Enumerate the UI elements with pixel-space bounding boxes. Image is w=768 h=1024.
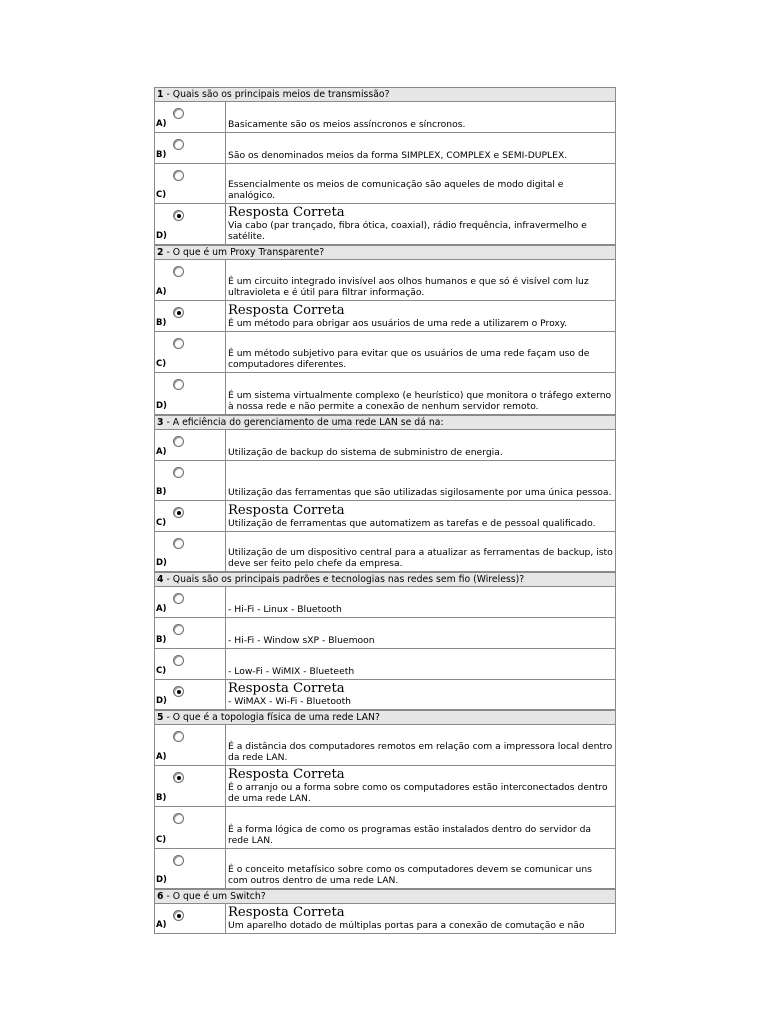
answer-option [155, 766, 615, 807]
option-text-cell [226, 461, 615, 500]
option-letter: C) [156, 666, 167, 676]
question-number: 5 [157, 712, 164, 723]
question-header [155, 572, 615, 587]
radio-unselected-icon[interactable] [173, 436, 184, 447]
option-selector-cell [155, 332, 226, 372]
question-number: 4 [157, 574, 164, 585]
answer-option [155, 332, 615, 373]
radio-unselected-icon[interactable] [173, 338, 184, 349]
option-selector-cell [155, 532, 226, 571]
question-text: - O que é a topologia física de uma rede LAN? [163, 712, 380, 723]
option-text: É a forma lógica de como os programas estão instalados dentro do servidor da rede LAN. [228, 823, 592, 846]
option-text: Um aparelho dotado de múltiplas portas para a conexão de comutação e não [228, 919, 585, 931]
option-text: É a distância dos computadores remotos em relação com a impressora local dentro da rede LAN. [228, 740, 613, 763]
option-text: É um circuito integrado invisível aos olhos humanos e que só é visível com luz ultravioleta e é útil para filtrar informação. [228, 275, 589, 298]
question-number: 1 [157, 89, 164, 100]
radio-unselected-icon[interactable] [173, 139, 184, 150]
correct-answer-label: Resposta Correta [228, 766, 345, 782]
option-letter: D) [156, 401, 167, 411]
option-selector-cell [155, 501, 226, 531]
option-text: - Hi-Fi - Window sXP - Bluemoon [228, 634, 375, 646]
answer-option [155, 649, 615, 680]
option-text-cell [226, 301, 615, 331]
option-text: É o arranjo ou a forma sobre como os computadores estão interconectados dentro de uma rede LAN. [228, 781, 608, 804]
option-text: - Hi-Fi - Linux - Bluetooth [228, 603, 342, 615]
radio-selected-icon[interactable] [173, 772, 184, 783]
option-letter: B) [156, 487, 167, 497]
answer-option [155, 680, 615, 710]
answer-option [155, 430, 615, 461]
question-text: - O que é um Proxy Transparente? [163, 247, 325, 258]
answer-option [155, 133, 615, 164]
answer-option [155, 204, 615, 245]
answer-option [155, 849, 615, 889]
option-selector-cell [155, 807, 226, 848]
answer-option [155, 301, 615, 332]
option-letter: C) [156, 359, 167, 369]
option-letter: A) [156, 604, 167, 614]
option-letter: D) [156, 696, 167, 706]
option-text: Via cabo (par trançado, fibra ótica, coaxial), rádio frequência, infravermelho e satélite. [228, 219, 587, 242]
answer-option [155, 102, 615, 133]
option-text: É um método para obrigar aos usuários de uma rede a utilizarem o Proxy. [228, 317, 567, 329]
option-text: - WiMAX - Wi-Fi - Bluetooth [228, 695, 352, 707]
option-text-cell [226, 133, 615, 163]
question-header [155, 710, 615, 725]
radio-unselected-icon[interactable] [173, 593, 184, 604]
option-text-cell [226, 680, 615, 709]
option-letter: C) [156, 518, 167, 528]
radio-unselected-icon[interactable] [173, 655, 184, 666]
answer-option [155, 532, 615, 572]
option-text-cell [226, 501, 615, 531]
answer-option [155, 164, 615, 204]
option-letter: D) [156, 558, 167, 568]
option-selector-cell [155, 133, 226, 163]
radio-unselected-icon[interactable] [173, 108, 184, 119]
correct-answer-label: Resposta Correta [228, 302, 345, 318]
option-text-cell [226, 649, 615, 679]
option-selector-cell [155, 260, 226, 300]
option-selector-cell [155, 766, 226, 806]
option-text-cell [226, 164, 615, 203]
answer-option [155, 807, 615, 849]
radio-unselected-icon[interactable] [173, 731, 184, 742]
radio-unselected-icon[interactable] [173, 538, 184, 549]
option-text: - Low-Fi - WiMIX - Blueteeth [228, 665, 355, 677]
question-header [155, 889, 615, 904]
question-header [155, 415, 615, 430]
option-text: Utilização de backup do sistema de subministro de energia. [228, 446, 503, 458]
question-text: - Quais são os principais meios de transmissão? [163, 89, 390, 100]
radio-selected-icon[interactable] [173, 686, 184, 697]
option-selector-cell [155, 904, 226, 933]
option-text: Basicamente são os meios assíncronos e síncronos. [228, 118, 466, 130]
option-text-cell [226, 587, 615, 617]
answer-option [155, 373, 615, 415]
answer-option [155, 904, 615, 934]
option-letter: D) [156, 231, 167, 241]
radio-selected-icon[interactable] [173, 910, 184, 921]
option-selector-cell [155, 849, 226, 888]
question-number: 2 [157, 247, 164, 258]
option-text-cell [226, 373, 615, 414]
option-text-cell [226, 102, 615, 132]
option-text-cell [226, 618, 615, 648]
radio-selected-icon[interactable] [173, 210, 184, 221]
option-selector-cell [155, 102, 226, 132]
correct-answer-label: Resposta Correta [228, 680, 345, 696]
option-text: Utilização das ferramentas que são utilizadas sigilosamente por uma única pessoa. [228, 486, 612, 498]
question-header [155, 245, 615, 260]
option-letter: A) [156, 287, 167, 297]
option-text: É um sistema virtualmente complexo (e heurístico) que monitora o tráfego externo à nossa rede e não permite a conexão de nenhum servidor remoto. [228, 389, 612, 412]
option-text-cell [226, 332, 615, 372]
option-letter: A) [156, 752, 167, 762]
option-selector-cell [155, 680, 226, 709]
option-text-cell [226, 430, 615, 460]
question-text: - O que é um Switch? [163, 891, 266, 902]
answer-option [155, 501, 615, 532]
option-text-cell [226, 204, 615, 244]
radio-selected-icon[interactable] [173, 307, 184, 318]
radio-unselected-icon[interactable] [173, 624, 184, 635]
option-letter: D) [156, 875, 167, 885]
option-text: É o conceito metafísico sobre como os computadores devem se comunicar uns com outros dentro de uma rede LAN. [228, 863, 592, 886]
radio-unselected-icon[interactable] [173, 467, 184, 478]
option-letter: B) [156, 793, 167, 803]
option-letter: B) [156, 635, 167, 645]
option-text: Utilização de ferramentas que automatizem as tarefas e de pessoal qualificado. [228, 517, 596, 529]
option-text-cell [226, 725, 615, 765]
option-letter: A) [156, 119, 167, 129]
question-number: 3 [157, 417, 164, 428]
option-text-cell [226, 766, 615, 806]
option-text-cell [226, 904, 615, 933]
option-text-cell [226, 807, 615, 848]
option-text: Utilização de um dispositivo central para a atualizar as ferramentas de backup, isto deve ser feito pelo chefe da empresa. [228, 546, 613, 569]
option-selector-cell [155, 373, 226, 414]
answer-option [155, 260, 615, 301]
radio-unselected-icon[interactable] [173, 813, 184, 824]
quiz-sheet [154, 87, 616, 934]
radio-unselected-icon[interactable] [173, 170, 184, 181]
radio-unselected-icon[interactable] [173, 855, 184, 866]
radio-unselected-icon[interactable] [173, 266, 184, 277]
radio-selected-icon[interactable] [173, 507, 184, 518]
option-letter: C) [156, 190, 167, 200]
option-selector-cell [155, 430, 226, 460]
option-letter: C) [156, 835, 167, 845]
option-selector-cell [155, 164, 226, 203]
option-text: É um método subjetivo para evitar que os usuários de uma rede façam uso de computadores diferentes. [228, 347, 590, 370]
correct-answer-label: Resposta Correta [228, 904, 345, 920]
question-number: 6 [157, 891, 164, 902]
answer-option [155, 587, 615, 618]
option-selector-cell [155, 587, 226, 617]
question-text: - A eficiência do gerenciamento de uma rede LAN se dá na: [163, 417, 444, 428]
question-text: - Quais são os principais padrões e tecnologias nas redes sem fio (Wireless)? [163, 574, 525, 585]
answer-option [155, 461, 615, 501]
option-selector-cell [155, 725, 226, 765]
option-selector-cell [155, 461, 226, 500]
option-selector-cell [155, 618, 226, 648]
option-letter: B) [156, 150, 167, 160]
option-letter: A) [156, 920, 167, 930]
option-text-cell [226, 532, 615, 571]
option-text-cell [226, 849, 615, 888]
option-selector-cell [155, 301, 226, 331]
answer-option [155, 725, 615, 766]
correct-answer-label: Resposta Correta [228, 204, 345, 220]
option-text: Essencialmente os meios de comunicação são aqueles de modo digital e analógico. [228, 178, 564, 201]
answer-option [155, 618, 615, 649]
option-letter: B) [156, 318, 167, 328]
option-letter: A) [156, 447, 167, 457]
option-text: São os denominados meios da forma SIMPLEX, COMPLEX e SEMI-DUPLEX. [228, 149, 568, 161]
correct-answer-label: Resposta Correta [228, 502, 345, 518]
option-text-cell [226, 260, 615, 300]
option-selector-cell [155, 649, 226, 679]
radio-unselected-icon[interactable] [173, 379, 184, 390]
question-header [155, 87, 615, 102]
option-selector-cell [155, 204, 226, 244]
